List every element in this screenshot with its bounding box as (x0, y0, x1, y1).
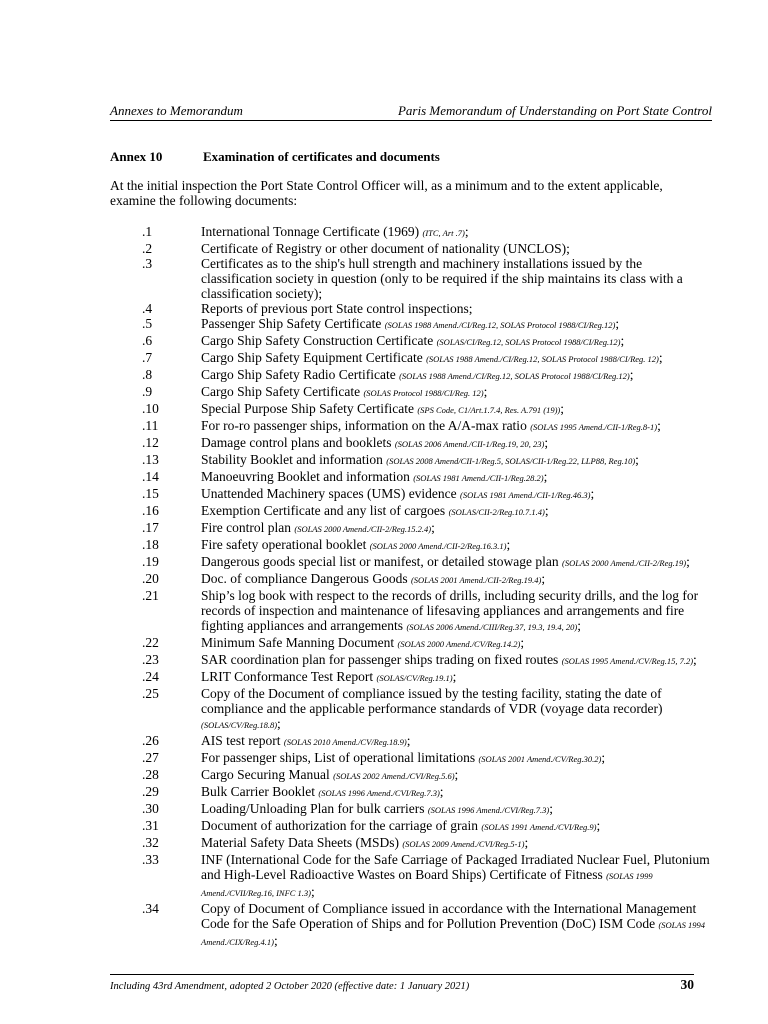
item-text (201, 418, 710, 435)
item-number: .19 (142, 554, 159, 569)
item-terminator: ; (686, 554, 690, 569)
item-description: Loading/Unloading Plan for bulk carriers (201, 801, 428, 816)
item-number: .22 (142, 635, 159, 650)
item-number: .20 (142, 571, 159, 586)
item-text (201, 401, 710, 418)
item-description: Cargo Securing Manual (201, 767, 334, 782)
item-text (201, 835, 710, 852)
item-text (201, 635, 710, 652)
item-terminator: ; (549, 801, 554, 816)
item-number: .32 (142, 835, 159, 850)
item-terminator: ; (635, 452, 639, 467)
item-number: .14 (142, 469, 159, 484)
list-item (110, 901, 710, 950)
list-item (110, 401, 710, 418)
item-text (201, 767, 710, 784)
item-description: Copy of Document of Compliance issued in accordance with the International Management Code for the Safe Operation of Ships and for Pollution Prevention (DoC) ISM Code (201, 901, 697, 931)
item-terminator: ; (657, 418, 661, 433)
item-reference: (SOLAS/CV/Reg.19.1) (376, 673, 453, 683)
item-text (201, 367, 710, 384)
item-description: For ro-ro passenger ships, information on the A/A-max ratio (201, 418, 531, 433)
item-text (201, 224, 710, 241)
item-description: Ship’s log book with respect to the records of drills, including security drills, and the log for records of inspection and maintenance of lifesaving appliances and arrangements and fire fighting appliances and arrangements (201, 588, 699, 633)
list-item (110, 486, 710, 503)
item-terminator: ; (452, 669, 457, 684)
item-text (201, 686, 710, 733)
item-number: .31 (142, 818, 159, 833)
item-terminator: ; (620, 333, 625, 348)
item-reference: (SOLAS 2000 Amend./CII-2/Reg.15.2.4) (294, 524, 432, 534)
item-text (201, 256, 710, 301)
list-item (110, 801, 710, 818)
item-description: International Tonnage Certificate (1969) (201, 224, 423, 239)
item-description: Certificates as to the ship's hull strength and machinery installations issued by the classification society in question (only to be required if the ship maintains its class with a classification society); (201, 256, 683, 301)
item-text (201, 571, 710, 588)
list-item (110, 835, 710, 852)
item-reference: (SOLAS 2002 Amend./CVI/Reg.5.6) (333, 771, 455, 781)
item-description: Cargo Ship Safety Certificate (201, 384, 364, 399)
item-reference: (SOLAS 1996 Amend./CVI/Reg.7.3) (427, 805, 550, 815)
list-item (110, 224, 710, 241)
item-number: .23 (142, 652, 159, 667)
footer-amendment-text: Including 43rd Amendment, adopted 2 October 2020 (effective date: 1 January 2021) (110, 981, 470, 992)
item-text (201, 384, 710, 401)
item-text (201, 301, 710, 316)
list-item (110, 435, 710, 452)
item-text (201, 469, 710, 486)
item-description: For passenger ships, List of operational limitations (201, 750, 479, 765)
item-text (201, 452, 710, 469)
item-terminator: ; (629, 367, 634, 382)
item-reference: (SOLAS 1996 Amend./CVI/Reg.7.3) (318, 788, 440, 798)
item-terminator: ; (601, 750, 606, 765)
item-description: AIS test report (201, 733, 284, 748)
item-text (201, 333, 710, 350)
item-description: Fire safety operational booklet (201, 537, 370, 552)
item-terminator: ; (439, 784, 444, 799)
item-number: .16 (142, 503, 159, 518)
list-item (110, 669, 710, 686)
list-item (110, 367, 710, 384)
item-description: Copy of the Document of compliance issued by the testing facility, stating the date of compliance and the applicable performance standards of VDR (voyage data recorder) (201, 686, 663, 716)
item-description: Certificate of Registry or other document of nationality (UNCLOS); (201, 241, 570, 256)
item-text (201, 784, 710, 801)
item-text (201, 241, 710, 256)
list-item (110, 733, 710, 750)
item-number: .33 (142, 852, 159, 867)
item-description: Bulk Carrier Booklet (201, 784, 319, 799)
item-number: .29 (142, 784, 159, 799)
item-terminator: ; (520, 635, 525, 650)
item-number: .5 (142, 316, 153, 331)
list-item (110, 571, 710, 588)
item-text (201, 818, 710, 835)
item-number: .10 (142, 401, 159, 416)
item-terminator: ; (543, 469, 548, 484)
item-reference: (SOLAS Protocol 1988/CI/Reg. 12) (363, 388, 484, 398)
item-description: Material Safety Data Sheets (MSDs) (201, 835, 403, 850)
header-right: Paris Memorandum of Understanding on Port State Control (397, 103, 712, 118)
item-text (201, 669, 710, 686)
item-reference: (SPS Code, C1/Art.1.7.4, Res. A.791 (19)) (417, 405, 561, 415)
list-item (110, 384, 710, 401)
item-description: Document of authorization for the carriage of grain (201, 818, 482, 833)
list-item (110, 316, 710, 333)
item-description: Stability Booklet and information (201, 452, 387, 467)
item-text (201, 520, 710, 537)
annex-heading (110, 149, 440, 165)
item-number: .6 (142, 333, 153, 348)
item-reference: (SOLAS 1999 Amend./CVII/Reg.16, INFC 1.3) (201, 871, 653, 898)
item-terminator: ; (311, 884, 315, 899)
list-item (110, 418, 710, 435)
item-text (201, 316, 710, 333)
list-item (110, 333, 710, 350)
item-text (201, 901, 710, 950)
page-footer (110, 974, 694, 993)
item-reference: (SOLAS/CI/Reg.12, SOLAS Protocol 1988/CI/Reg.12) (436, 337, 621, 347)
item-number: .4 (142, 301, 153, 316)
item-reference: (SOLAS 1995 Amend./CV/Reg.15, 7.2) (561, 656, 694, 666)
item-description: SAR coordination plan for passenger ships trading on fixed routes (201, 652, 562, 667)
item-terminator: ; (464, 224, 469, 239)
list-item (110, 784, 710, 801)
item-number: .1 (142, 224, 153, 239)
document-list (110, 224, 710, 950)
item-terminator: ; (577, 618, 581, 633)
item-text (201, 733, 710, 750)
list-item (110, 537, 710, 554)
item-number: .15 (142, 486, 159, 501)
item-number: .2 (142, 241, 153, 256)
item-text (201, 554, 710, 571)
item-reference: (SOLAS 2000 Amend./CII-2/Reg.19) (562, 558, 687, 568)
item-terminator: ; (541, 571, 546, 586)
item-number: .8 (142, 367, 153, 382)
list-item (110, 241, 710, 256)
list-item (110, 469, 710, 486)
item-description: Manoeuvring Booklet and information (201, 469, 414, 484)
item-reference: (SOLAS 2008 Amend/CII-1/Reg.5, SOLAS/CII-1/Reg.22, LLP88, Reg.10) (386, 456, 636, 466)
list-item (110, 652, 710, 669)
item-description: Doc. of compliance Dangerous Goods (201, 571, 411, 586)
item-reference: (SOLAS 1988 Amend./CI/Reg.12, SOLAS Protocol 1988/CI/Reg. 12) (426, 354, 659, 364)
annex-title: Examination of certificates and documents (203, 149, 440, 164)
item-description: Cargo Ship Safety Radio Certificate (201, 367, 400, 382)
item-reference: (SOLAS 2000 Amend./CV/Reg.14.2) (397, 639, 521, 649)
item-terminator: ; (431, 520, 435, 535)
item-description: Fire control plan (201, 520, 295, 535)
item-reference: (SOLAS 1981 Amend./CII-1/Reg.46.3) (460, 490, 591, 500)
item-terminator: ; (615, 316, 620, 331)
item-number: .21 (142, 588, 159, 603)
item-number: .28 (142, 767, 159, 782)
item-terminator: ; (454, 767, 459, 782)
item-description: Special Purpose Ship Safety Certificate (201, 401, 418, 416)
item-number: .11 (142, 418, 159, 433)
item-reference: (SOLAS 1988 Amend./CI/Reg.12, SOLAS Protocol 1988/CI/Reg.12) (384, 320, 616, 330)
item-text (201, 537, 710, 554)
item-terminator: ; (524, 835, 529, 850)
page-number: 30 (680, 977, 694, 992)
item-reference: (SOLAS 2006 Amend./CIII/Reg.37, 19.3, 19.4, 20) (406, 622, 578, 632)
item-reference: (SOLAS 1988 Amend./CI/Reg.12, SOLAS Protocol 1988/CI/Reg.12) (399, 371, 630, 381)
item-text (201, 486, 710, 503)
list-item (110, 554, 710, 571)
item-reference: (SOLAS 2001 Amend./CII-2/Reg.19.4) (410, 575, 542, 585)
list-item (110, 503, 710, 520)
item-number: .13 (142, 452, 159, 467)
item-reference: (SOLAS 1991 Amend./CVI/Reg.9) (481, 822, 597, 832)
item-description: Exemption Certificate and any list of cargoes (201, 503, 449, 518)
item-reference: (SOLAS 1994 Amend./CIX/Reg.4.1) (201, 920, 705, 947)
item-terminator: ; (596, 818, 601, 833)
intro-paragraph: At the initial inspection the Port State Control Officer will, as a minimum and to the extent applicable, examine the following documents: (110, 178, 663, 208)
item-reference: (SOLAS 2001 Amend./CV/Reg.30.2) (478, 754, 602, 764)
item-terminator: ; (658, 350, 663, 365)
list-item (110, 635, 710, 652)
item-reference: (SOLAS 2006 Amend./CII-1/Reg.19, 20, 23) (394, 439, 545, 449)
list-item (110, 767, 710, 784)
list-item (110, 452, 710, 469)
item-terminator: ; (544, 503, 549, 518)
item-reference: (SOLAS/CV/Reg.18.8) (201, 720, 278, 730)
list-item (110, 750, 710, 767)
item-number: .24 (142, 669, 159, 684)
item-terminator: ; (544, 435, 549, 450)
list-item (110, 256, 710, 301)
header-left: Annexes to Memorandum (110, 103, 243, 118)
list-item (110, 520, 710, 537)
item-reference: (SOLAS 2010 Amend./CV/Reg.18.9) (283, 737, 407, 747)
item-terminator: ; (277, 716, 281, 731)
item-number: .7 (142, 350, 153, 365)
item-description: Dangerous goods special list or manifest, or detailed stowage plan (201, 554, 563, 569)
item-text (201, 588, 710, 635)
item-terminator: ; (406, 733, 411, 748)
item-text (201, 350, 710, 367)
item-text (201, 503, 710, 520)
item-description: Damage control plans and booklets (201, 435, 395, 450)
item-description: Reports of previous port State control inspections; (201, 301, 473, 316)
item-terminator: ; (273, 933, 278, 948)
item-reference: (SOLAS/CII-2/Reg.10.7.1.4) (448, 507, 545, 517)
item-number: .26 (142, 733, 159, 748)
item-number: .17 (142, 520, 159, 535)
list-item (110, 350, 710, 367)
item-description: LRIT Conformance Test Report (201, 669, 377, 684)
item-terminator: ; (483, 384, 488, 399)
item-number: .18 (142, 537, 159, 552)
item-text (201, 435, 710, 452)
item-description: Passenger Ship Safety Certificate (201, 316, 385, 331)
item-reference: (SOLAS 1995 Amend./CII-1/Reg.8-1) (530, 422, 658, 432)
item-description: Cargo Ship Safety Equipment Certificate (201, 350, 427, 365)
item-terminator: ; (590, 486, 595, 501)
list-item (110, 686, 710, 733)
list-item (110, 301, 710, 316)
item-description: Cargo Ship Safety Construction Certificate (201, 333, 437, 348)
item-reference: (SOLAS 2009 Amend./CVI/Reg.5-1) (402, 839, 525, 849)
item-reference: (SOLAS 1981 Amend./CII-1/Reg.28.2) (413, 473, 544, 483)
item-number: .34 (142, 901, 159, 916)
item-terminator: ; (693, 652, 697, 667)
item-description: Unattended Machinery spaces (UMS) evidence (201, 486, 461, 501)
item-number: .9 (142, 384, 153, 399)
item-terminator: ; (506, 537, 511, 552)
list-item (110, 588, 710, 635)
item-text (201, 801, 710, 818)
item-text (201, 750, 710, 767)
list-item (110, 852, 710, 901)
item-number: .30 (142, 801, 159, 816)
item-number: .12 (142, 435, 159, 450)
item-text (201, 852, 710, 901)
item-text (201, 652, 710, 669)
annex-number: Annex 10 (110, 149, 163, 164)
item-number: .3 (142, 256, 153, 271)
item-number: .25 (142, 686, 159, 701)
item-number: .27 (142, 750, 159, 765)
item-reference: (SOLAS 2000 Amend./CII-2/Reg.16.3.1) (369, 541, 507, 551)
item-reference: (ITC, Art .7) (422, 228, 465, 238)
item-terminator: ; (560, 401, 565, 416)
list-item (110, 818, 710, 835)
running-header (110, 103, 712, 121)
item-description: INF (International Code for the Safe Carriage of Packaged Irradiated Nuclear Fuel, Plutonium and High-Level Radioactive Wastes on Board Ships) Certificate of Fitness (201, 852, 710, 882)
item-description: Minimum Safe Manning Document (201, 635, 398, 650)
